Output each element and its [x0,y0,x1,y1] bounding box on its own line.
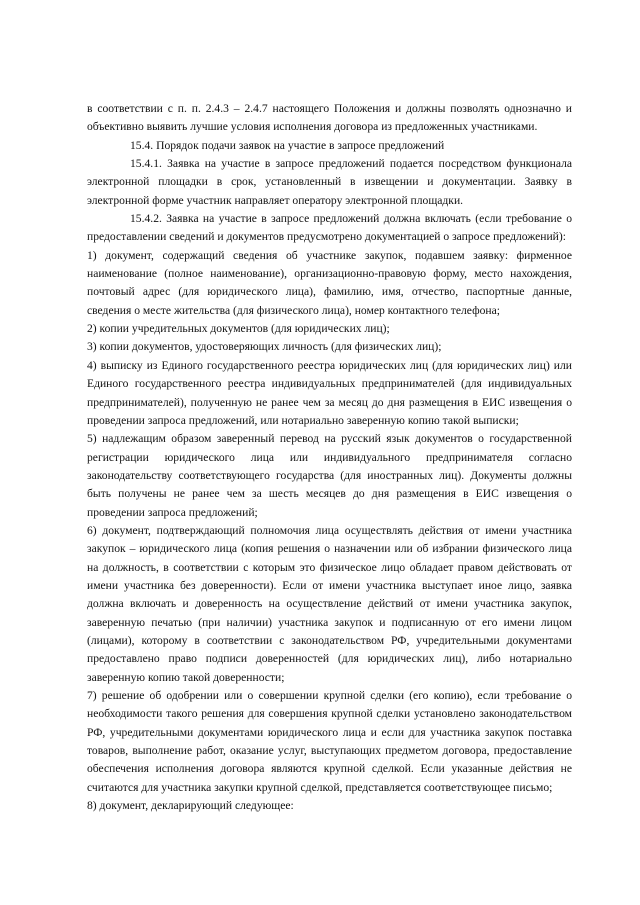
list-item-2: 2) копии учредительных документов (для юридических лиц); [87,322,390,336]
list-item-3: 3) копии документов, удостоверяющих личность (для физических лиц); [87,340,442,354]
list-item-5: 5) надлежащим образом заверенный перевод на русский язык документов о государственной регистрации юридического лица или индивидуального предпринимателя согласно законодательству соответствующего государства (для иностранных лиц). Документы должны быть получены не ранее чем за шесть месяцев до дня размещения в ЕИС извещения о проведении запроса предложений; [87,432,572,519]
document-page [87,100,572,815]
list-item-1: 1) документ, содержащий сведения об участнике закупок, подавшем заявку: фирменное наименование (полное наименование), организационно-правовую форму, место нахождения, почтовый адрес (для юридического лица), фамилию, имя, отчество, паспортные данные, сведения о месте жительства (для физического лица), номер контактного телефона; [87,248,572,317]
paragraph-15-4-1: 15.4.1. Заявка на участие в запросе предложений подается посредством функционала электронной площадки в срок, установленный в извещении и документации. Заявку в электронной форме участник направляет оператору электронной площадки. [87,157,572,207]
list-item-8: 8) документ, декларирующий следующее: [87,799,294,813]
list-item-6: 6) документ, подтверждающий полномочия лица осуществлять действия от имени участника закупок – юридического лица (копия решения о назначении или об избрании физического лица на должность, в соответствии с которым это физическое лицо обладает правом действовать от имени участника без доверенности). Если от имени участника выступает иное лицо, заявка должна включать и доверенность на осуществление действий от имени участника закупок, заверенную печатью (при наличии) участника закупок и подписанную от его имени лицом (лицами), которому в соответствии с законодательством РФ, учредительными документами предоставлено право подписи доверенностей (для юридических лиц), либо нотариально заверенную копию такой доверенности; [87,523,572,684]
list-item-4: 4) выписку из Единого государственного реестра юридических лиц (для юридических лиц) или Единого государственного реестра индивидуальных предпринимателей (для индивидуальных предпринимателей), полученную не ранее чем за месяц до дня размещения в ЕИС извещения о проведении запроса предложений, или нотариально заверенную копию такой выписки; [87,358,572,427]
list-item-7: 7) решение об одобрении или о совершении крупной сделки (его копию), если требование о необходимости такого решения для совершения крупной сделки установлено законодательством РФ, учредительными документами юридического лица и если для участника закупок поставка товаров, выполнение работ, оказание услуг, выступающих предметом договора, предоставление обеспечения исполнения договора являются крупной сделкой. Если указанные действия не считаются для участника закупки крупной сделкой, представляется соответствующее письмо; [87,689,572,794]
section-heading-15-4: 15.4. Порядок подачи заявок на участие в запросе предложений [130,138,445,152]
paragraph-15-4-2: 15.4.2. Заявка на участие в запросе предложений должна включать (если требование о предоставлении сведений и документов предусмотрено документацией о запросе предложений): [87,212,572,244]
paragraph-continuation: в соответствии с п. п. 2.4.3 – 2.4.7 настоящего Положения и должны позволять однозначно и объективно выявить лучшие условия исполнения договора из предложенных участниками. [87,102,572,134]
